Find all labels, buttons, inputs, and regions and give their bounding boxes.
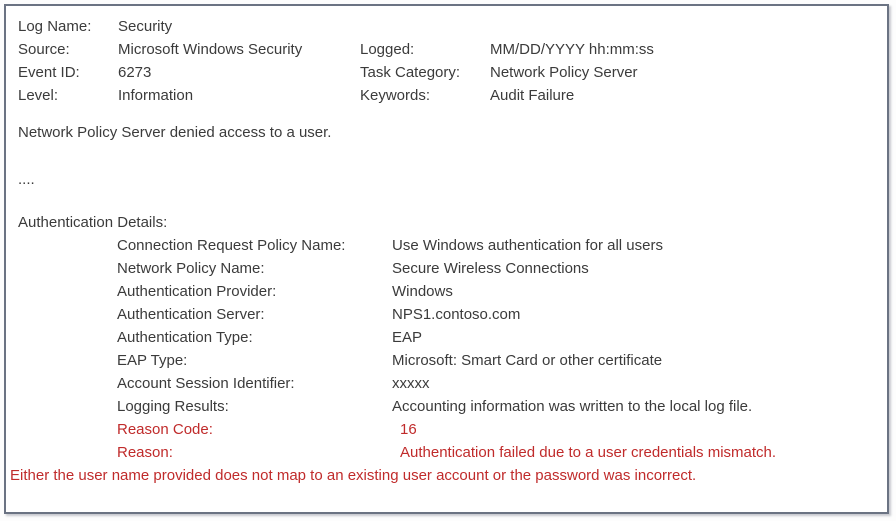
header-spacer: [360, 15, 490, 38]
event-header: [18, 15, 875, 107]
detail-row-reason: [18, 441, 875, 464]
detail-label: EAP Type:: [117, 352, 188, 369]
detail-label: Authentication Server:: [117, 306, 265, 323]
detail-value: Authentication failed due to a user credentials mismatch.: [400, 444, 777, 461]
detail-value: Windows: [392, 283, 453, 300]
task-category-value: Network Policy Server: [490, 64, 638, 81]
detail-label: Authentication Provider:: [117, 283, 277, 300]
source-label: Source:: [18, 41, 70, 58]
detail-row-connection-request-policy: [18, 234, 875, 257]
detail-row-eap-type: [18, 349, 875, 372]
event-id-label: Event ID:: [18, 64, 80, 81]
source-value: Microsoft Windows Security: [118, 41, 303, 58]
detail-value: Microsoft: Smart Card or other certificate: [392, 352, 663, 369]
detail-label: Logging Results:: [117, 398, 229, 415]
detail-value: Secure Wireless Connections: [392, 260, 589, 277]
omitted-text-ellipsis: ....: [18, 171, 35, 188]
detail-row-reason-code: [18, 418, 875, 441]
reason-explanation-text: Either the user name provided does not map to an existing user account or the password was incorrect.: [10, 467, 697, 484]
detail-row-authentication-server: [18, 303, 875, 326]
logged-value: MM/DD/YYYY hh:mm:ss: [490, 41, 654, 58]
logged-label: Logged:: [360, 41, 415, 58]
detail-value: NPS1.contoso.com: [392, 306, 521, 323]
detail-label: Connection Request Policy Name:: [117, 237, 346, 254]
detail-value: xxxxx: [392, 375, 430, 392]
level-label: Level:: [18, 87, 59, 104]
event-id-value: 6273: [118, 64, 152, 81]
header-spacer: [490, 15, 875, 38]
detail-label: Account Session Identifier:: [117, 375, 295, 392]
detail-value: Use Windows authentication for all users: [392, 237, 663, 254]
detail-label: Network Policy Name:: [117, 260, 265, 277]
detail-row-network-policy-name: [18, 257, 875, 280]
detail-row-logging-results: [18, 395, 875, 418]
log-name-value: Security: [118, 18, 173, 35]
detail-value: 16: [400, 421, 417, 438]
detail-label: Reason Code:: [117, 421, 213, 438]
detail-label: Authentication Type:: [117, 329, 253, 346]
level-value: Information: [118, 87, 194, 104]
event-description: Network Policy Server denied access to a user.: [18, 124, 332, 141]
authentication-details-list: [18, 234, 875, 464]
log-name-label: Log Name:: [18, 18, 92, 35]
keywords-value: Audit Failure: [490, 87, 575, 104]
detail-value: Accounting information was written to the local log file.: [392, 398, 753, 415]
detail-row-account-session-identifier: [18, 372, 875, 395]
detail-label: Reason:: [117, 444, 173, 461]
detail-row-authentication-type: [18, 326, 875, 349]
authentication-details-heading: Authentication Details:: [18, 214, 168, 231]
event-log-detail-box: [4, 4, 889, 514]
task-category-label: Task Category:: [360, 64, 461, 81]
detail-value: EAP: [392, 329, 423, 346]
keywords-label: Keywords:: [360, 87, 431, 104]
detail-row-authentication-provider: [18, 280, 875, 303]
